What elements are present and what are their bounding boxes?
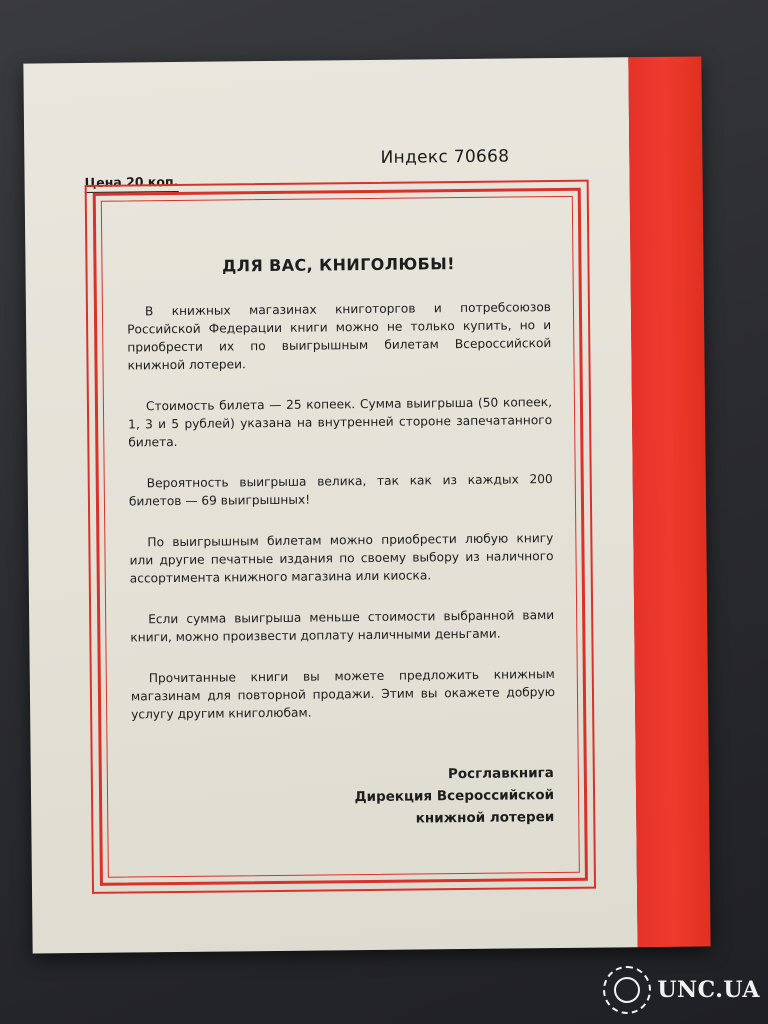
red-frame-middle xyxy=(93,188,588,886)
notice-paragraph: Вероятность выигрыша велика, так как из каждых 200 билетов — 69 выигрышных! xyxy=(128,472,553,509)
signature-block xyxy=(354,762,554,830)
book-back-cover xyxy=(23,56,710,953)
notice-paragraph: Стоимость билета — 25 копеек. Сумма выигрыша (50 копеек, 1, 3 и 5 рублей) указана на внутренней стороне запечатанного билета. xyxy=(128,395,553,450)
lottery-notice xyxy=(126,217,557,856)
watermark xyxy=(603,966,760,1014)
red-frame xyxy=(85,180,596,894)
watermark-text: UNC.UA xyxy=(657,977,760,1003)
notice-paragraph: В книжных магазинах книготоргов и потребсоюзов Российской Федерации книги можно не только купить, но и приобрести их по выигрышным билетам Всероссийской книжной лотереи. xyxy=(127,300,552,373)
notice-paragraph: По выигрышным билетам можно приобрести любую книгу или другие печатные издания по своему выбору из наличного ассортимента книжного магазина или киоска. xyxy=(129,531,554,586)
cover-paper xyxy=(23,57,637,953)
index-label: Индекс 70668 xyxy=(380,146,510,168)
red-frame-inner xyxy=(101,196,580,878)
seal-icon xyxy=(603,966,651,1014)
signature-line: Росглавкнига xyxy=(447,765,554,783)
red-spine-stripe xyxy=(628,56,710,947)
notice-paragraph: Прочитанные книги вы можете предложить книжным магазинам для повторной продажи. Этим вы окажете добрую услугу другим книголюбам. xyxy=(130,667,556,722)
signature-line: Дирекция Всероссийской xyxy=(354,787,555,806)
notice-paragraph: Если сумма выигрыша меньше стоимости выбранной вами книги, можно произвести доплату наличными деньгами. xyxy=(130,608,555,645)
signature-line: книжной лотереи xyxy=(415,809,555,827)
price-label: Цена 20 коп. xyxy=(85,174,179,193)
notice-heading: ДЛЯ ВАС, КНИГОЛЮБЫ! xyxy=(221,254,455,276)
